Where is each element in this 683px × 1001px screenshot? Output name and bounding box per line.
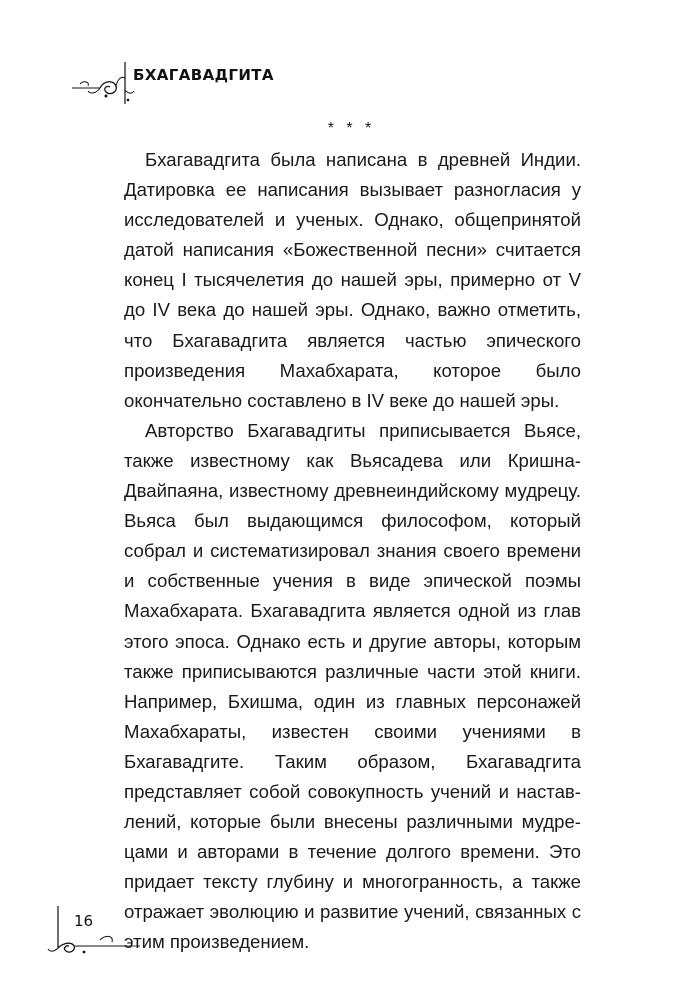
footer-ornament-icon xyxy=(44,902,184,962)
running-header xyxy=(70,58,274,108)
running-title: БХАГАВАДГИТА xyxy=(133,66,274,84)
body-text xyxy=(124,145,581,958)
paragraph-authorship: Авторство Бхагавадгиты приписывается Вьясе, также известному как Вьясадева или Кришна-Двайпаяна, известному древнеиндийскому мудрецу. Вьяса был выдающимся философом, который собрал и систематизировал знания своего времени и собственные учения в виде эпической поэмы Махабхарата. Бхагавадгита является одной из глав этого эпоса. Однако есть и другие авторы, которым также приписываются различные части этой книги. Например, Бхишма, один из главных персонажей Махабхараты, известен своими учениями в Бхагавадгите. Таким образом, Бхагавадгита представляет собой совокупность учений и наставлений, которые были внесены различными мудрецами и авторами в течение долгого времени. Это придает тексту глубину и многогранность, а также отражает эволюцию и развитие учений, связанных с этим произведением. xyxy=(124,419,581,953)
section-break: * * * xyxy=(327,120,376,137)
page-number: 16 xyxy=(74,912,94,930)
paragraph-dating: Бхагавадгита была написана в древней Индии. Датировка ее написания вызывает разногласия у исследователей и ученых. Однако, общепринятой датой написания «Божественной песни» считается конец I тысячелетия до нашей эры, примерно от V до IV века до нашей эры. Однако, важно отметить, что Бхагавадгита является частью эпического произведения Махабхарата, которое было окончательно составлено в IV веке до нашей эры. xyxy=(124,149,581,411)
page-footer xyxy=(44,902,184,962)
